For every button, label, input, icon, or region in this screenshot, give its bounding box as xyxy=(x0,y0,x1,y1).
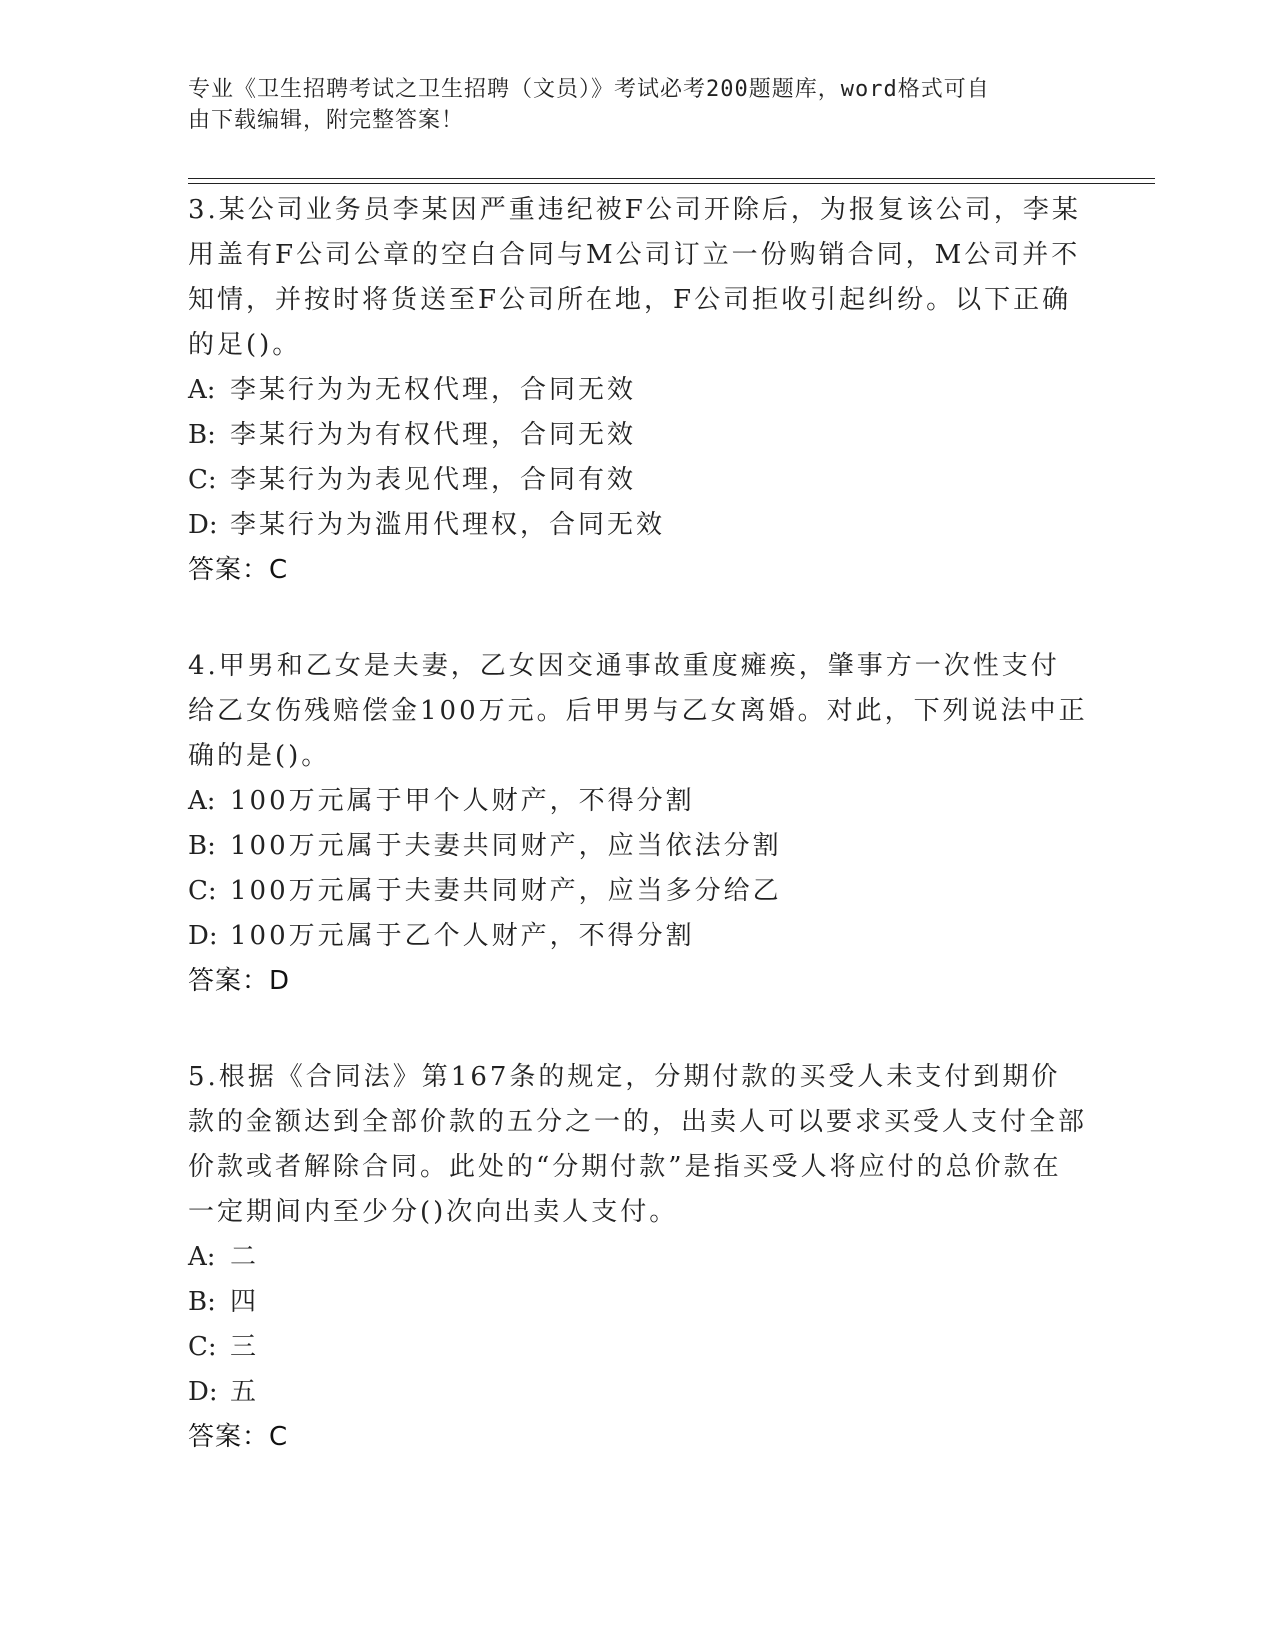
answer-line: 答案：C xyxy=(188,555,289,585)
option-text: 100万元属于夫妻共同财产，应当依法分割 xyxy=(230,831,782,861)
option-text: 四 xyxy=(230,1287,260,1317)
question-3 xyxy=(188,188,1088,593)
option-letter: C: xyxy=(188,465,217,495)
option-letter: C: xyxy=(188,1332,217,1362)
option-c xyxy=(188,869,1088,914)
option-d xyxy=(188,503,1088,548)
question-5 xyxy=(188,1055,1088,1460)
option-text: 李某行为为有权代理，合同无效 xyxy=(230,420,637,450)
option-a xyxy=(188,779,1088,824)
option-b xyxy=(188,1280,1088,1325)
option-letter: D: xyxy=(188,510,218,540)
header-line-1: 专业《卫生招聘考试之卫生招聘（文员）》考试必考200题题库，word格式可自 xyxy=(188,77,990,102)
document-header xyxy=(188,74,1068,136)
option-text: 二 xyxy=(230,1242,260,1272)
option-letter: A: xyxy=(188,1242,216,1272)
option-d xyxy=(188,1370,1088,1415)
option-text: 李某行为为无权代理，合同无效 xyxy=(230,375,637,405)
option-c xyxy=(188,458,1088,503)
header-divider-top xyxy=(188,178,1155,179)
question-stem: 5.根据《合同法》第167条的规定，分期付款的买受人未支付到期价款的金额达到全部价款的五分之一的，出卖人可以要求买受人支付全部价款或者解除合同。此处的“分期付款”是指买受人将应付的总价款在一定期间内至少分()次向出卖人支付。 xyxy=(188,1062,1088,1227)
answer-line: 答案：D xyxy=(188,966,291,996)
option-c xyxy=(188,1325,1088,1370)
question-stem: 4.甲男和乙女是夫妻，乙女因交通事故重度瘫痪，肇事方一次性支付给乙女伤残赔偿金100万元。后甲男与乙女离婚。对此，下列说法中正确的是()。 xyxy=(188,651,1088,771)
option-text: 100万元属于甲个人财产，不得分割 xyxy=(230,786,695,816)
option-letter: B: xyxy=(188,420,216,450)
option-b xyxy=(188,824,1088,869)
header-divider-bottom xyxy=(188,183,1155,184)
header-line-2: 由下载编辑，附完整答案！ xyxy=(188,108,465,133)
option-a xyxy=(188,368,1088,413)
option-letter: D: xyxy=(188,1377,218,1407)
option-text: 五 xyxy=(230,1377,260,1407)
option-d xyxy=(188,914,1088,959)
option-letter: B: xyxy=(188,831,216,861)
option-letter: C: xyxy=(188,876,217,906)
option-text: 三 xyxy=(230,1332,260,1362)
option-b xyxy=(188,413,1088,458)
option-text: 100万元属于乙个人财产，不得分割 xyxy=(230,921,695,951)
option-text: 李某行为为滥用代理权，合同无效 xyxy=(230,510,666,540)
option-letter: B: xyxy=(188,1287,216,1317)
option-a xyxy=(188,1235,1088,1280)
option-letter: D: xyxy=(188,921,218,951)
option-letter: A: xyxy=(188,375,216,405)
option-text: 100万元属于夫妻共同财产，应当多分给乙 xyxy=(230,876,782,906)
answer-line: 答案：C xyxy=(188,1422,289,1452)
option-text: 李某行为为表见代理，合同有效 xyxy=(230,465,637,495)
option-letter: A: xyxy=(188,786,216,816)
question-stem: 3.某公司业务员李某因严重违纪被F公司开除后，为报复该公司，李某用盖有F公司公章的空白合同与M公司订立一份购销合同，M公司并不知情，并按时将货送至F公司所在地，F公司拒收引起纠纷。以下正确的足()。 xyxy=(188,195,1081,360)
question-4 xyxy=(188,644,1088,1004)
